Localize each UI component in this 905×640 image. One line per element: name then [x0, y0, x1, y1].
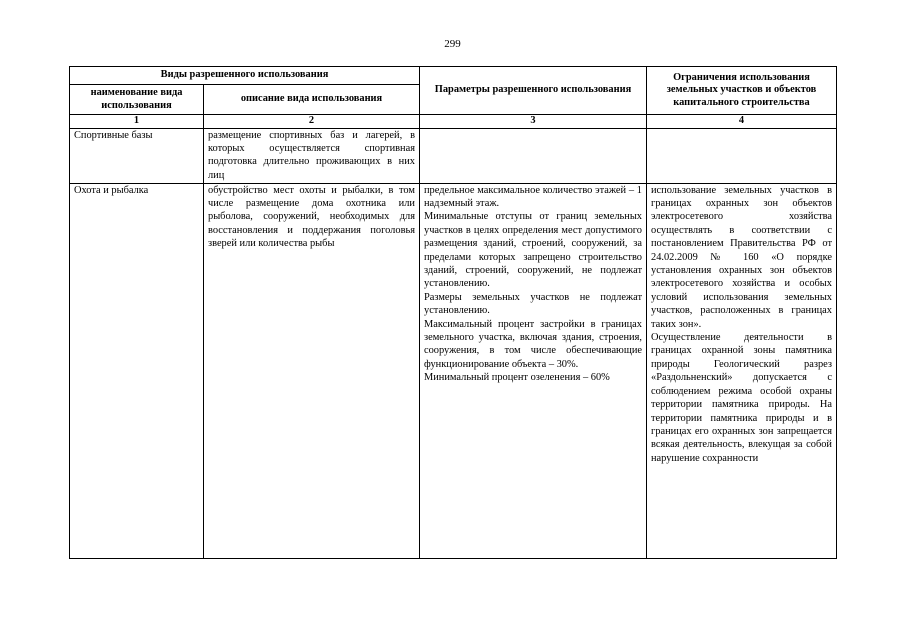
- restriction-nature-monument: Осуществление деятельности в границах охранной зоны памятника природы Геологический разрез «Раздольненский» допускается с соблюдением режима особой охраны территории памятника природы. На территории памятника природы и в границах его охранных зон запрещается всякая деятельность, влекущая за собой нарушение сохранности: [651, 332, 832, 464]
- row-restrictions-cell: [647, 128, 837, 183]
- row-restrictions-cell: [647, 183, 837, 558]
- restriction-power-grid-zones: использование земельных участков в границах охранных зон объектов электросетевого хозяйства осуществлять в соответствии с постановлением Правительства РФ от 24.02.2009 № 160 «О порядке установления охранных зон объектов электросетевого хозяйства и особых условий использования земельных участков, расположенных в границах таких зон».: [651, 184, 832, 330]
- header-use-description: описание вида использования: [204, 85, 420, 115]
- header-use-name: наименование вида использования: [70, 85, 204, 115]
- header-use-restrictions: Ограничения использования земельных участков и объектов капитального строительства: [647, 67, 837, 115]
- param-max-building-coverage: Максимальный процент застройки в границах земельного участка, включая здания, строения, сооружения, в том числе обеспечивающие функционирование объекта – 30%.: [424, 318, 642, 370]
- param-plot-sizes: Размеры земельных участков не подлежат установлению.: [424, 291, 642, 317]
- row-description-cell: размещение спортивных баз и лагерей, в которых осуществляется спортивная подготовка длительно проживающих в них лиц: [204, 128, 420, 183]
- param-max-floors: предельное максимальное количество этажей – 1 надземный этаж.: [424, 184, 642, 209]
- column-number-1: 1: [70, 115, 204, 129]
- land-use-table: [69, 66, 837, 559]
- page-number: 299: [444, 38, 461, 50]
- param-min-greening: Минимальный процент озеленения – 60%: [424, 372, 610, 384]
- column-number-3: 3: [420, 115, 647, 129]
- row-params-cell: [420, 128, 647, 183]
- param-min-setbacks: Минимальные отступы от границ земельных участков в целях определения мест допустимого размещения зданий, строений, сооружений, за пределами которых запрещено строительство зданий, строений, сооружений, не подлежат установлению.: [424, 211, 642, 290]
- row-name-cell: Охота и рыбалка: [70, 183, 204, 558]
- row-params-cell: [420, 183, 647, 558]
- column-number-2: 2: [204, 115, 420, 129]
- table-row-hunting-fishing: [70, 183, 837, 558]
- header-use-parameters: Параметры разрешенного использования: [420, 67, 647, 115]
- header-permitted-use-types: Виды разрешенного использования: [70, 67, 420, 85]
- row-name-cell: Спортивные базы: [70, 128, 204, 183]
- column-number-4: 4: [647, 115, 837, 129]
- table-row-sports-bases: [70, 128, 837, 183]
- row-description-cell: обустройство мест охоты и рыбалки, в том числе размещение дома охотника или рыболова, сооружений, необходимых для восстановления и поддержания поголовья зверей или количества рыбы: [204, 183, 420, 558]
